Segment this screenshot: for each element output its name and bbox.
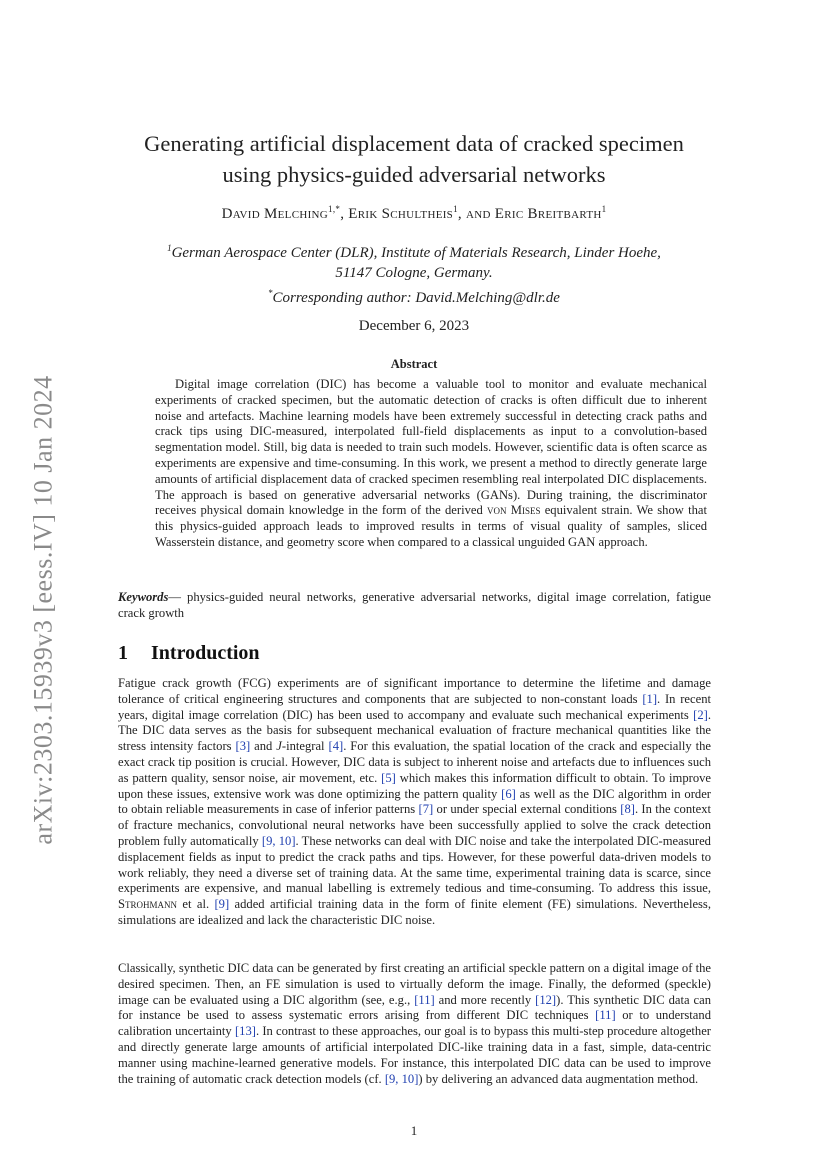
citation-link[interactable]: [2] <box>693 707 708 722</box>
keywords <box>118 589 711 621</box>
text: . In recent years, digital image correlation (DIC) has been used to accompany and evaluate such mechanical experiments <box>118 691 711 722</box>
citation-link[interactable]: [3] <box>235 739 251 754</box>
section-title: Introduction <box>151 642 260 664</box>
citation-link[interactable]: [11] <box>595 1008 616 1023</box>
keywords-label: Keywords <box>118 590 169 604</box>
intro-paragraph-1 <box>118 676 711 929</box>
text: ) by delivering an advanced data augmentation method. <box>418 1071 699 1086</box>
corresponding-author-text[interactable]: Corresponding author: David.Melching@dlr.de <box>272 290 560 306</box>
author-name-strohmann: Strohmann <box>118 897 178 912</box>
text: . In contrast to these approaches, our goal is to bypass this multi-step procedure altogether and directly generate large amounts of artificial interpolated DIC-like training data in a fast, simple, data-centric manner using machine-learned generative models. For instance, this interpolated DIC data can be used to improve the training of automatic crack detection models (cf. <box>118 1024 711 1086</box>
affiliation-line-2: 51147 Cologne, Germany. <box>335 265 493 281</box>
affiliation-text: German Aerospace Center (DLR), Institute of Materials Research, Linder Hoehe, <box>171 245 661 261</box>
paper-date: December 6, 2023 <box>358 318 470 334</box>
author-1-affil: 1,* <box>328 204 341 214</box>
corresponding-marker: * <box>268 288 273 298</box>
text: ). This synthetic DIC data can for instance be used to assess systematic errors arising from different DIC techniques <box>118 992 711 1023</box>
text: . These networks can deal with DIC noise and take the interpolated DIC-measured displacement fields as input to predict the crack paths and tips. However, for these powerful data-driven models to work reliably, they need a diverse set of training data. At the same time, experimental training data is scarce, since experiments are expensive, and manual labelling is extremely tedious and time-consuming. To address this issue, <box>118 833 711 896</box>
text: added artificial training data in the form of finite element (FE) simulations. Nevertheless, simulations are idealized and lack the characteristic DIC noise. <box>118 897 711 927</box>
keywords-dash: — <box>168 590 188 604</box>
affiliation-marker: 1 <box>167 243 172 253</box>
text: et al. <box>177 897 215 912</box>
title-line-2: using physics-guided adversarial networks <box>222 162 606 187</box>
citation-link[interactable]: [5] <box>381 770 396 785</box>
page-number: 1 <box>410 1123 418 1138</box>
text: and <box>250 739 277 754</box>
author-list <box>100 204 728 223</box>
citation-link[interactable]: [12] <box>535 992 557 1007</box>
citation-link[interactable]: [1] <box>642 691 658 706</box>
citation-link[interactable]: [6] <box>501 786 516 801</box>
author-separator: , and <box>457 206 495 222</box>
text: . The DIC data serves as the basis for subsequent mechanical evaluation of fracture mechanical quantities like the stress intensity factors <box>118 707 711 754</box>
author-2: Erik Schultheis <box>348 206 454 222</box>
section-heading <box>118 642 260 665</box>
keywords-text: physics-guided neural networks, generative adversarial networks, digital image correlation, fatigue crack growth <box>118 590 711 620</box>
citation-link[interactable]: [4] <box>328 739 344 754</box>
citation-link[interactable]: [13] <box>234 1024 256 1039</box>
paper-title <box>100 128 728 190</box>
arxiv-stamp <box>16 350 72 870</box>
text: or under special external conditions <box>433 802 621 817</box>
section-number: 1 <box>118 642 128 664</box>
text: . For this evaluation, the spatial location of the crack and especially the exact crack tip position is crucial. However, DIC data is subject to inherent noise and artefacts due to influences such as pattern quality, sensor noise, air movement, etc. <box>118 739 712 785</box>
intro-paragraph-2 <box>118 961 711 1087</box>
text: or to understand calibration uncertainty <box>118 1008 711 1039</box>
citation-link[interactable]: [11] <box>414 992 435 1007</box>
text: Classically, synthetic DIC data can be generated by first creating an artificial speckle pattern on a digital image of the desired specimen. Then, an FE simulation is used to virtually deform the image. Finally, the deformed (speckle) image can be evaluated using a DIC algorithm (see, e.g., <box>118 961 711 1007</box>
author-1: David Melching <box>221 206 329 222</box>
citation-link[interactable]: [8] <box>620 802 635 817</box>
text: . In the context of fracture mechanics, convolutional neural networks have been successfully applied to solve the crack detection problem fully automatically <box>118 802 711 848</box>
author-3-affil: 1 <box>601 204 607 214</box>
text: and more recently <box>434 992 536 1007</box>
affiliation-line-1 <box>100 238 728 263</box>
citation-link[interactable]: [9] <box>214 897 230 912</box>
title-line-1: Generating artificial displacement data of cracked specimen <box>144 131 684 156</box>
citation-link[interactable]: [7] <box>418 802 434 817</box>
citation-link[interactable]: [9, 10] <box>261 833 296 848</box>
author-3: Eric Breitbarth <box>494 206 602 222</box>
text: as well as the DIC algorithm in order to obtain reliable measurements in case of inferior patterns <box>118 786 711 817</box>
abstract-vonmises: von Mises <box>487 503 541 518</box>
author-2-affil: 1 <box>453 204 458 214</box>
j-integral-symbol: J <box>276 739 282 754</box>
author-separator: , <box>340 206 349 222</box>
abstract-part-1: Digital image correlation (DIC) has become a valuable tool to monitor and evaluate mechanical experiments of cracked specimen, but the automatic detection of cracks is often difficult due to inherent noise and artefacts. Machine learning models have been extremely successful in detecting crack paths and crack tips using DIC-measured, interpolated full-field displacements as input to a convolution-based segmentation model. Still, big data is needed to train such models. However, scientific data is often scarce as experiments are expensive and time-consuming. In this work, we present a method to directly generate large amounts of artificial displacement data of cracked specimen resembling real interpolated DIC displacements. The approach is based on generative adversarial networks (GANs). During training, the discriminator receives physical domain knowledge in the form of the derived <box>155 377 707 518</box>
text: Fatigue crack growth (FCG) experiments are of significant importance to determine the lifetime and damage tolerance of critical engineering structures and components that are subjected to non-constant loads <box>118 676 711 706</box>
text: which makes this information difficult to obtain. To improve upon these issues, extensive work was done optimizing the pattern quality <box>118 770 711 801</box>
abstract-text <box>155 377 707 551</box>
affiliation <box>100 238 728 308</box>
text: -integral <box>281 739 329 754</box>
citation-link[interactable]: [9, 10] <box>384 1071 419 1086</box>
abstract-part-2: equivalent strain. We show that this physics-guided approach leads to improved results in terms of visual quality of samples, sliced Wasserstein distance, and geometry score when compared to a classical unguided GAN approach. <box>155 503 707 549</box>
arxiv-identifier[interactable]: arXiv:2303.15939v3 [eess.IV] 10 Jan 2024 <box>29 375 58 845</box>
corresponding-author <box>100 283 728 308</box>
abstract-heading: Abstract <box>390 357 438 371</box>
